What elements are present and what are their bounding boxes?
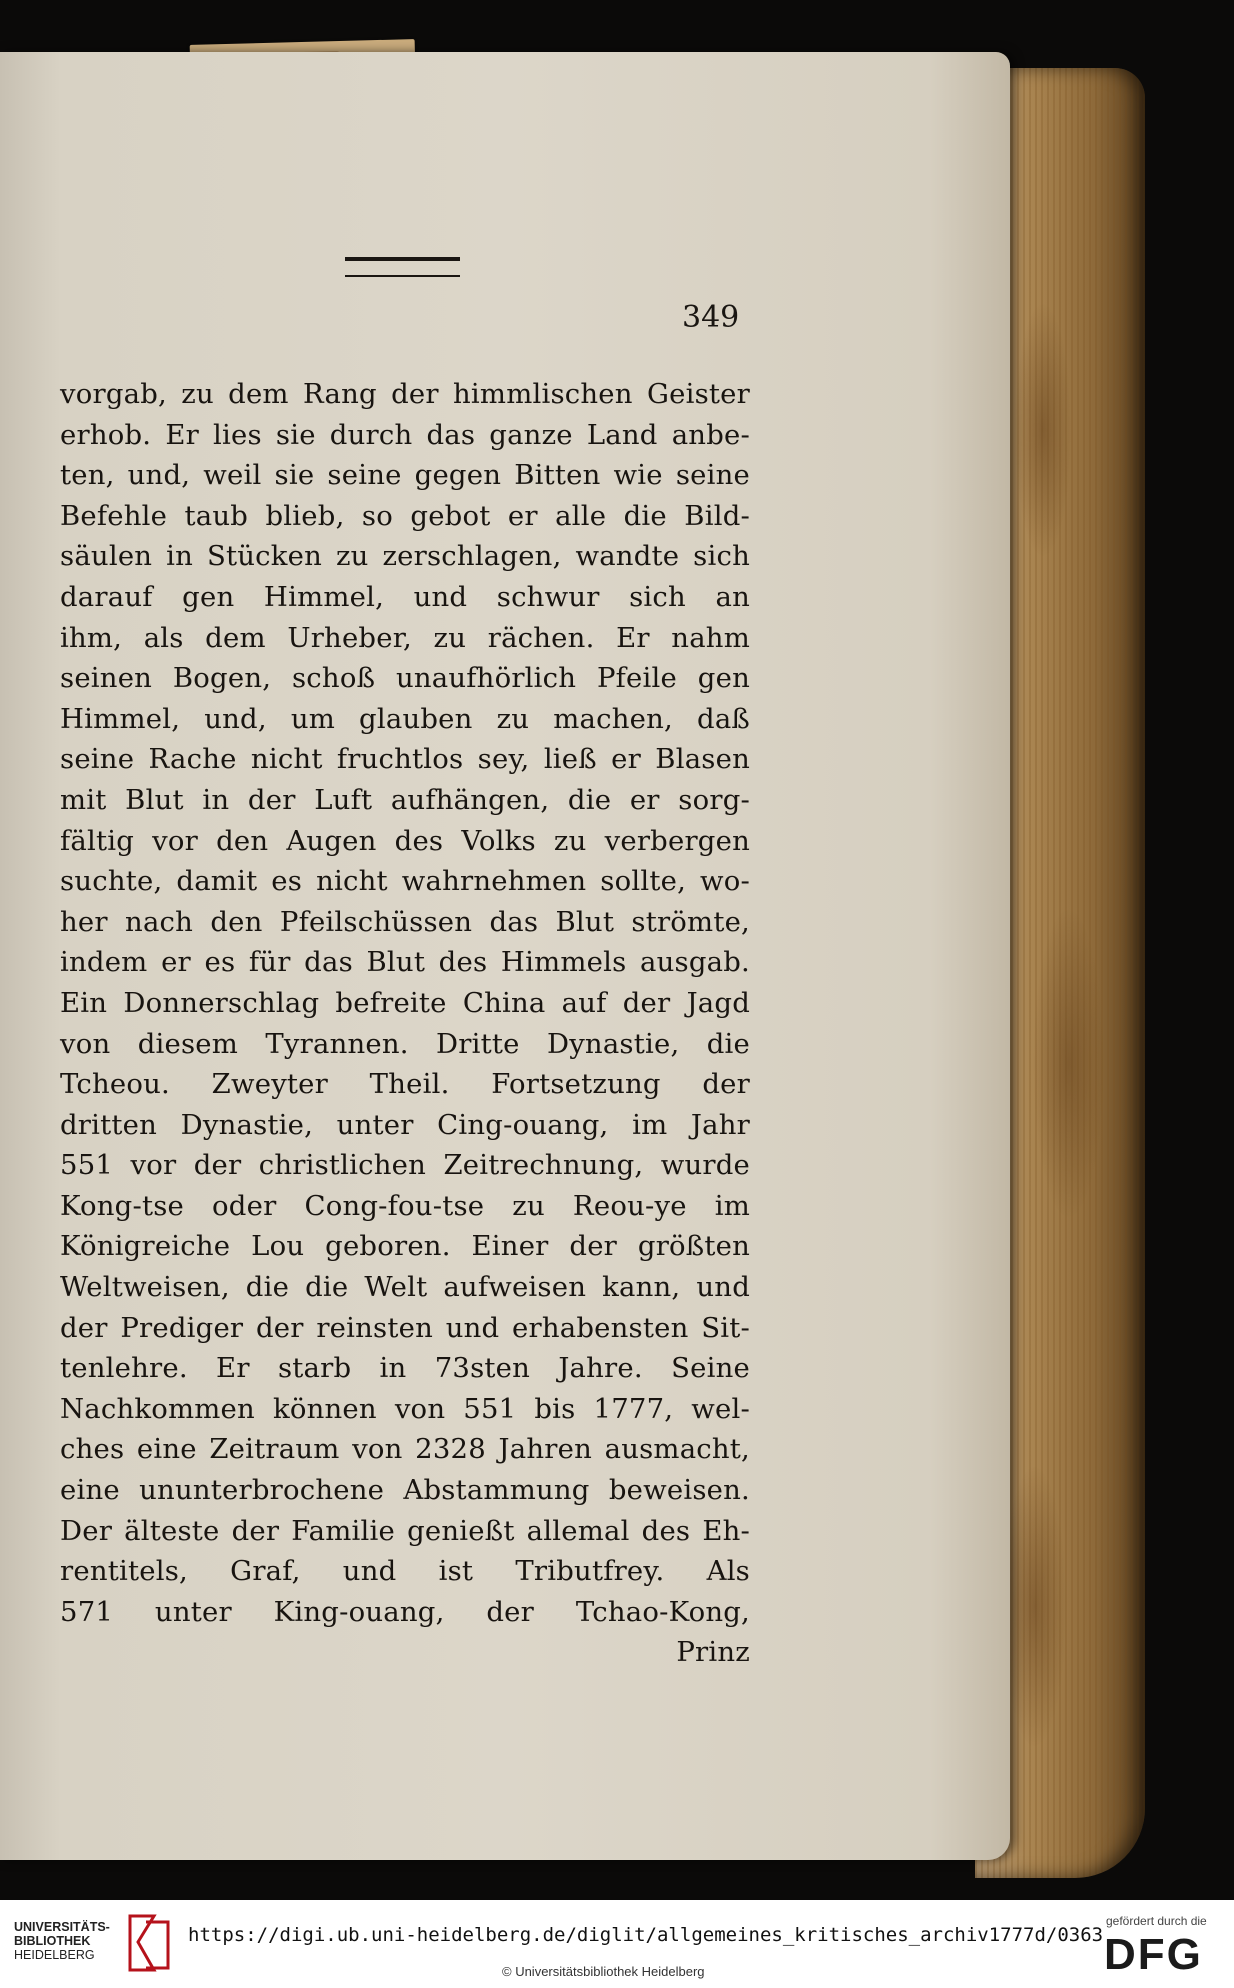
- funder-label: gefördert durch die: [1106, 1914, 1207, 1928]
- library-name-line2: BIBLIOTHEK: [14, 1934, 91, 1948]
- text-line: eine ununterbrochene Abstammung beweisen.: [60, 1474, 750, 1507]
- text-line: darauf gen Himmel, und schwur sich an: [60, 580, 750, 613]
- text-line: mit Blut in der Luft aufhängen, die er sorg-: [60, 783, 750, 816]
- text-line: her nach den Pfeilschüssen das Blut strömte,: [60, 905, 750, 938]
- text-line: fältig vor den Augen des Volks zu verbergen: [60, 824, 750, 857]
- text-line: tenlehre. Er starb in 73sten Jahre. Seine: [60, 1352, 750, 1385]
- text-line: seinen Bogen, schoß unaufhörlich Pfeile gen: [60, 662, 750, 695]
- text-line: rentitels, Graf, und ist Tributfrey. Als: [60, 1555, 750, 1588]
- library-name-line3: HEIDELBERG: [14, 1948, 95, 1962]
- text-line: ten, und, weil sie seine gegen Bitten wie seine: [60, 459, 750, 492]
- viewer-footer: [0, 1900, 1234, 1988]
- text-line: Himmel, und, um glauben zu machen, daß: [60, 702, 750, 735]
- page-number: 349: [682, 300, 740, 335]
- text-line: vorgab, zu dem Rang der himmlischen Geister: [60, 378, 750, 410]
- copyright-notice: © Universitätsbibliothek Heidelberg: [502, 1964, 705, 1979]
- text-line: säulen in Stücken zu zerschlagen, wandte sich: [60, 540, 750, 573]
- library-emblem-icon: [124, 1912, 172, 1974]
- text-line: Königreiche Lou geboren. Einer der größten: [60, 1230, 750, 1263]
- text-line: dritten Dynastie, unter Cing-ouang, im Jahr: [60, 1108, 750, 1141]
- text-line: Weltweisen, die die Welt aufweisen kann, und: [60, 1271, 750, 1304]
- library-logo-text: [14, 1920, 134, 1962]
- text-line: ches eine Zeitraum von 2328 Jahren ausmacht,: [60, 1433, 750, 1466]
- text-line: Prinz: [676, 1636, 750, 1669]
- text-line: Tcheou. Zweyter Theil. Fortsetzung der: [60, 1068, 750, 1101]
- library-name-line1: UNIVERSITÄTS-: [14, 1920, 110, 1934]
- text-line: der Prediger der reinsten und erhabensten Sit-: [60, 1311, 750, 1344]
- header-rule: [345, 257, 460, 277]
- page-url-link[interactable]: https://digi.ub.uni-heidelberg.de/diglit/allgemeines_kritisches_archiv1777d/0363: [188, 1924, 1104, 1946]
- text-line: Kong-tse oder Cong-fou-tse zu Reou-ye im: [60, 1189, 750, 1222]
- book-page: [0, 52, 1010, 1860]
- text-line: Befehle taub blieb, so gebot er alle die Bild-: [60, 499, 750, 532]
- page-text: [60, 374, 750, 1673]
- text-line: Ein Donnerschlag befreite China auf der Jagd: [60, 986, 750, 1019]
- text-line: von diesem Tyrannen. Dritte Dynastie, die: [60, 1027, 750, 1060]
- text-line: erhob. Er lies sie durch das ganze Land anbe-: [60, 418, 750, 451]
- text-line: 551 vor der christlichen Zeitrechnung, wurde: [60, 1149, 750, 1182]
- text-line: Nachkommen können von 551 bis 1777, wel-: [60, 1392, 750, 1425]
- dfg-logo: DFG: [1104, 1930, 1203, 1979]
- text-line: suchte, damit es nicht wahrnehmen sollte, wo-: [60, 865, 750, 898]
- text-line: indem er es für das Blut des Himmels ausgab.: [60, 946, 750, 979]
- text-line: seine Rache nicht fruchtlos sey, ließ er Blasen: [60, 743, 750, 776]
- text-line: 571 unter King-ouang, der Tchao-Kong,: [60, 1595, 750, 1628]
- text-line: Der älteste der Familie genießt allemal des Eh-: [60, 1514, 750, 1547]
- text-line: ihm, als dem Urheber, zu rächen. Er nahm: [60, 621, 750, 654]
